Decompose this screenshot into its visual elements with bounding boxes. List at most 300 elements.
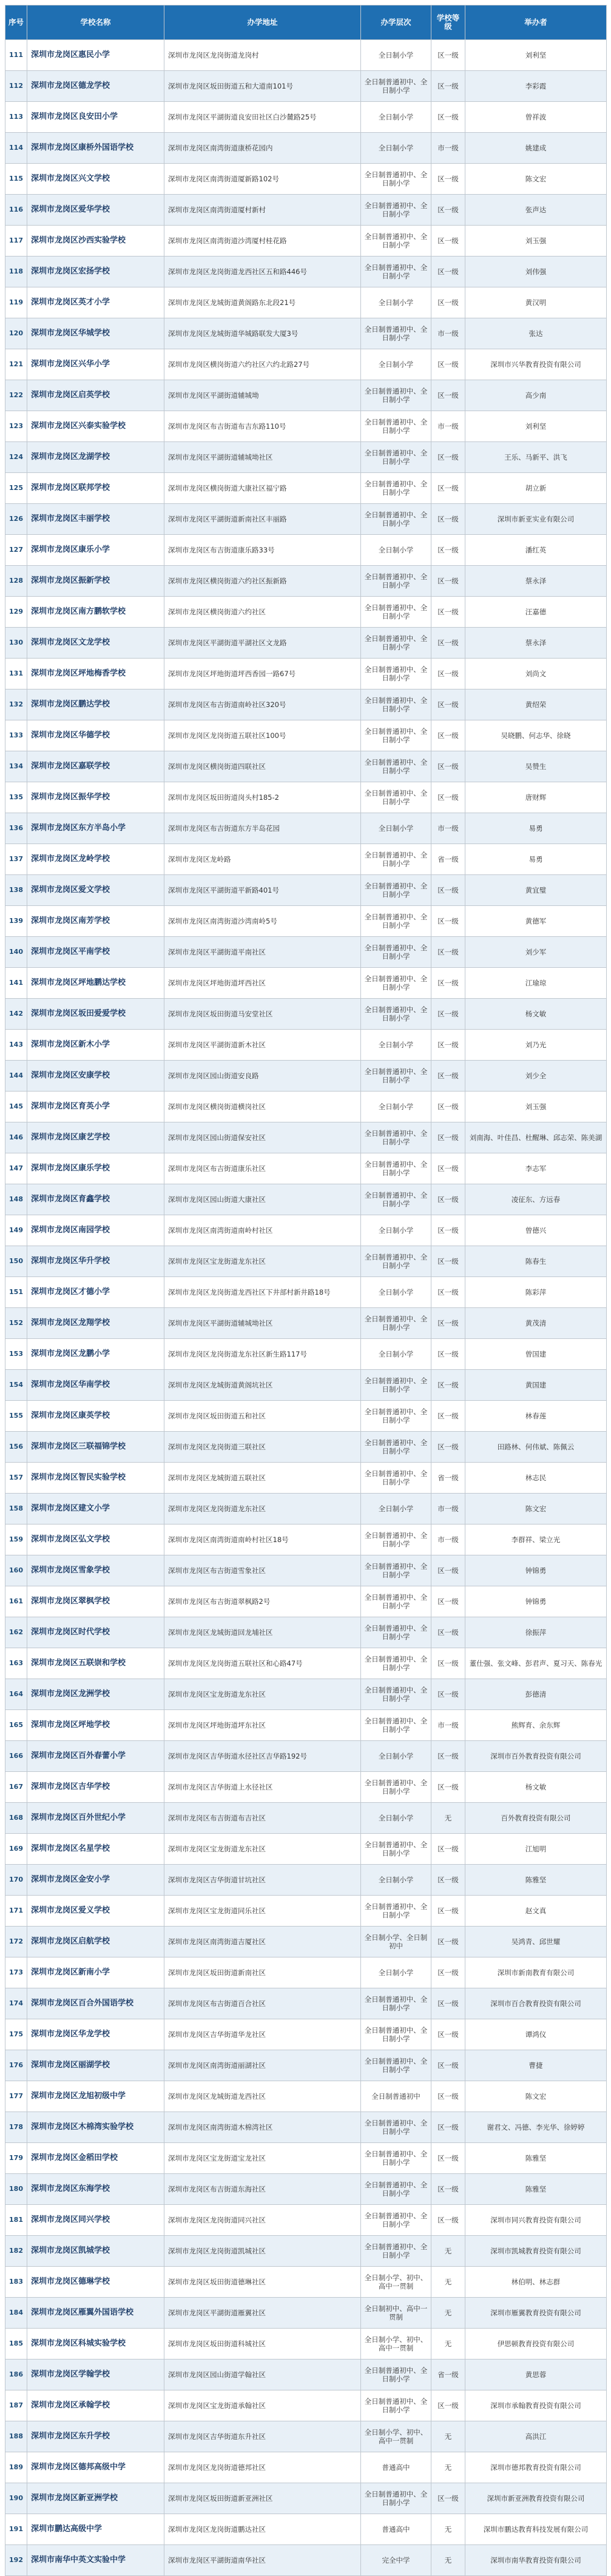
- cell-grade: 区一级: [431, 751, 465, 782]
- cell-organizer: 黄绍荣: [465, 689, 607, 720]
- cell-address: 深圳市龙岗区布吉街道布吉东路110号: [164, 411, 361, 442]
- cell-school-name: 深圳市龙岗区爱文学校: [27, 875, 164, 906]
- cell-grade: 区一级: [431, 628, 465, 659]
- cell-school-name: 深圳市南华中英文实验中学: [27, 2545, 164, 2576]
- cell-school-name: 深圳市龙岗区文龙学校: [27, 628, 164, 659]
- table-row: [5, 257, 607, 287]
- cell-level: 普通高中: [361, 2452, 431, 2483]
- cell-address: 深圳市龙岗区吉华街道甘坑社区: [164, 1865, 361, 1896]
- table-row: [5, 2421, 607, 2452]
- cell-organizer: 田路林、何伟斌、陈佩云: [465, 1432, 607, 1463]
- cell-address: 深圳市龙岗区平湖街道南华社区: [164, 2545, 361, 2576]
- cell-address: 深圳市龙岗区布吉街道百合社区: [164, 1988, 361, 2019]
- cell-level: 全日制普通初中、全日制小学: [361, 2236, 431, 2267]
- cell-school-name: 深圳市龙岗区惠民小学: [27, 40, 164, 71]
- table-row: [5, 2236, 607, 2267]
- cell-grade: 省一级: [431, 1463, 465, 1494]
- cell-no: 145: [5, 1092, 27, 1122]
- table-row: [5, 535, 607, 566]
- cell-level: 全日制普通初中、全日制小学: [361, 442, 431, 473]
- cell-school-name: 深圳市龙岗区华南学校: [27, 1370, 164, 1401]
- cell-no: 121: [5, 349, 27, 380]
- cell-organizer: 深圳市兴华教育投资有限公司: [465, 349, 607, 380]
- cell-no: 118: [5, 257, 27, 287]
- cell-school-name: 深圳市龙岗区康桥外国语学校: [27, 133, 164, 164]
- cell-organizer: 潘红英: [465, 535, 607, 566]
- cell-address: 深圳市龙岗区龙岗街道龙西社区五和路446号: [164, 257, 361, 287]
- cell-school-name: 深圳市龙岗区丰丽学校: [27, 504, 164, 535]
- cell-level: 全日制小学: [361, 1957, 431, 1988]
- cell-address: 深圳市龙岗区吉华街道华龙社区: [164, 2019, 361, 2050]
- cell-address: 深圳市龙岗区南湾街道吉厦社区: [164, 1927, 361, 1957]
- cell-level: 全日制小学: [361, 1092, 431, 1122]
- cell-no: 183: [5, 2267, 27, 2298]
- cell-address: 深圳市龙岗区龙岗街道鹏达社区: [164, 2514, 361, 2545]
- cell-level: 全日制小学: [361, 349, 431, 380]
- cell-grade: 区一级: [431, 906, 465, 937]
- cell-level: 全日制普通初中、全日制小学: [361, 1524, 431, 1555]
- cell-address: 深圳市龙岗区坂田街道德琳社区: [164, 2267, 361, 2298]
- cell-school-name: 深圳市龙岗区同兴学校: [27, 2205, 164, 2236]
- cell-organizer: 林伯明、林志群: [465, 2267, 607, 2298]
- cell-address: 深圳市龙岗区龙城街道黄阁坑社区: [164, 1370, 361, 1401]
- cell-school-name: 深圳市龙岗区新木小学: [27, 1030, 164, 1061]
- cell-school-name: 深圳市龙岗区科城实验学校: [27, 2329, 164, 2360]
- cell-level: 全日制普通初中、全日制小学: [361, 1679, 431, 1710]
- cell-address: 深圳市龙岗区宝龙街道龙东社区: [164, 1834, 361, 1865]
- cell-grade: 无: [431, 2452, 465, 2483]
- cell-address: 深圳市龙岗区南湾街道沙湾南岭5号: [164, 906, 361, 937]
- cell-grade: 市一级: [431, 1524, 465, 1555]
- cell-grade: 区一级: [431, 164, 465, 195]
- cell-no: 112: [5, 71, 27, 102]
- table-row: [5, 195, 607, 226]
- cell-grade: 区一级: [431, 2174, 465, 2205]
- cell-address: 深圳市龙岗区宝龙街道宝龙社区: [164, 2143, 361, 2174]
- cell-address: 深圳市龙岗区布吉街道翠枫路2号: [164, 1586, 361, 1617]
- cell-no: 133: [5, 720, 27, 751]
- cell-school-name: 深圳市龙岗区兴华小学: [27, 349, 164, 380]
- cell-address: 深圳市龙岗区龙岗街道五联社区100号: [164, 720, 361, 751]
- cell-no: 147: [5, 1153, 27, 1184]
- cell-address: 深圳市龙岗区平湖街道良安田社区白沙麓路25号: [164, 102, 361, 133]
- cell-organizer: 黄茂清: [465, 1308, 607, 1339]
- table-header: [5, 5, 607, 40]
- table-row: [5, 1153, 607, 1184]
- cell-address: 深圳市龙岗区龙岗街道五联社区和心路47号: [164, 1648, 361, 1679]
- cell-school-name: 深圳市龙岗区兴文学校: [27, 164, 164, 195]
- cell-organizer: 吴赞生: [465, 751, 607, 782]
- cell-no: 122: [5, 380, 27, 411]
- cell-school-name: 深圳市龙岗区爱义学校: [27, 1896, 164, 1927]
- cell-organizer: 伊思顿教育投资有限公司: [465, 2329, 607, 2360]
- cell-level: 全日制小学、全日制初中: [361, 1927, 431, 1957]
- cell-grade: 区一级: [431, 102, 465, 133]
- cell-no: 187: [5, 2390, 27, 2421]
- cell-address: 深圳市龙岗区平湖街道平湖社区文龙路: [164, 628, 361, 659]
- table-row: [5, 226, 607, 257]
- table-row: [5, 2267, 607, 2298]
- cell-grade: 区一级: [431, 257, 465, 287]
- table-row: [5, 1061, 607, 1092]
- table-row: [5, 442, 607, 473]
- cell-organizer: 胡立新: [465, 473, 607, 504]
- cell-grade: 区一级: [431, 1957, 465, 1988]
- cell-no: 117: [5, 226, 27, 257]
- cell-organizer: 李彩霞: [465, 71, 607, 102]
- cell-level: 全日制普通初中、全日制小学: [361, 720, 431, 751]
- cell-school-name: 深圳市龙岗区德龙学校: [27, 71, 164, 102]
- cell-grade: 区一级: [431, 782, 465, 813]
- table-row: [5, 720, 607, 751]
- cell-no: 155: [5, 1401, 27, 1432]
- cell-organizer: 熊辉育、余东辉: [465, 1710, 607, 1741]
- cell-organizer: 王乐、马新平、洪飞: [465, 442, 607, 473]
- cell-grade: 区一级: [431, 287, 465, 318]
- cell-school-name: 深圳市龙岗区坪地学校: [27, 1710, 164, 1741]
- cell-level: 全日制小学: [361, 535, 431, 566]
- cell-school-name: 深圳市龙岗区坪地鹏达学校: [27, 968, 164, 999]
- table-row: [5, 1896, 607, 1927]
- cell-address: 深圳市龙岗区平湖街道雁翼社区: [164, 2298, 361, 2329]
- cell-no: 159: [5, 1524, 27, 1555]
- cell-school-name: 深圳市龙岗区坂田爱爱学校: [27, 999, 164, 1030]
- cell-school-name: 深圳市龙岗区三联福锦学校: [27, 1432, 164, 1463]
- cell-no: 185: [5, 2329, 27, 2360]
- cell-level: 全日制小学、初中、高中一贯制: [361, 2421, 431, 2452]
- table-row: [5, 1092, 607, 1122]
- cell-no: 169: [5, 1834, 27, 1865]
- cell-school-name: 深圳市龙岗区康艺学校: [27, 1122, 164, 1153]
- cell-address: 深圳市龙岗区平湖街道辅城坳社区: [164, 1308, 361, 1339]
- table-row: [5, 40, 607, 71]
- cell-level: 全日制普通初中、全日制小学: [361, 2019, 431, 2050]
- cell-organizer: 黄国建: [465, 1370, 607, 1401]
- cell-address: 深圳市龙岗区布吉街道雪象社区: [164, 1555, 361, 1586]
- cell-no: 135: [5, 782, 27, 813]
- cell-school-name: 深圳市龙岗区康英学校: [27, 1401, 164, 1432]
- cell-school-name: 深圳市龙岗区德邦高级中学: [27, 2452, 164, 2483]
- school-table: [5, 5, 607, 2576]
- cell-school-name: 深圳市龙岗区启航学校: [27, 1927, 164, 1957]
- cell-level: 全日制普通初中、全日制小学: [361, 659, 431, 689]
- table-row: [5, 1741, 607, 1772]
- table-row: [5, 2483, 607, 2514]
- cell-address: 深圳市龙岗区横岗街道六约社区: [164, 597, 361, 628]
- cell-no: 157: [5, 1463, 27, 1494]
- cell-grade: 区一级: [431, 720, 465, 751]
- cell-no: 148: [5, 1184, 27, 1215]
- cell-level: 全日制普通初中、全日制小学: [361, 1061, 431, 1092]
- cell-organizer: 刘少军: [465, 937, 607, 968]
- cell-school-name: 深圳市龙岗区南方鹏软学校: [27, 597, 164, 628]
- cell-no: 115: [5, 164, 27, 195]
- cell-no: 140: [5, 937, 27, 968]
- table-row: [5, 2514, 607, 2545]
- cell-grade: 无: [431, 2329, 465, 2360]
- cell-level: 全日制普通初中: [361, 2081, 431, 2112]
- cell-no: 142: [5, 999, 27, 1030]
- cell-organizer: 黄宜璧: [465, 875, 607, 906]
- cell-level: 全日制普通初中、全日制小学: [361, 1710, 431, 1741]
- cell-level: 全日制普通初中、全日制小学: [361, 566, 431, 597]
- cell-level: 全日制普通初中、全日制小学: [361, 1432, 431, 1463]
- cell-grade: 无: [431, 2545, 465, 2576]
- cell-level: 全日制普通初中、全日制小学: [361, 782, 431, 813]
- cell-no: 151: [5, 1277, 27, 1308]
- cell-school-name: 深圳市龙岗区东升学校: [27, 2421, 164, 2452]
- cell-level: 全日制普通初中、全日制小学: [361, 1617, 431, 1648]
- cell-grade: 区一级: [431, 689, 465, 720]
- table-row: [5, 1617, 607, 1648]
- cell-school-name: 深圳市龙岗区华城学校: [27, 318, 164, 349]
- cell-organizer: 林志民: [465, 1463, 607, 1494]
- cell-organizer: 江瑜琼: [465, 968, 607, 999]
- cell-grade: 区一级: [431, 2143, 465, 2174]
- cell-address: 深圳市龙岗区宝龙街道龙东社区: [164, 1246, 361, 1277]
- cell-school-name: 深圳市龙岗区龙翔学校: [27, 1308, 164, 1339]
- cell-level: 全日制普通初中、全日制小学: [361, 1401, 431, 1432]
- cell-no: 178: [5, 2112, 27, 2143]
- cell-level: 全日制小学: [361, 1215, 431, 1246]
- cell-address: 深圳市龙岗区吉华街道上水径社区: [164, 1772, 361, 1803]
- cell-organizer: 谢君文、冯德、李光华、徐婷婷: [465, 2112, 607, 2143]
- cell-school-name: 深圳市龙岗区英才小学: [27, 287, 164, 318]
- cell-organizer: 徐振萍: [465, 1617, 607, 1648]
- table-row: [5, 1246, 607, 1277]
- cell-school-name: 深圳市龙岗区时代学校: [27, 1617, 164, 1648]
- cell-organizer: 刘少全: [465, 1061, 607, 1092]
- cell-address: 深圳市龙岗区坪地街道坪东社区: [164, 1710, 361, 1741]
- cell-school-name: 深圳市龙岗区南芳学校: [27, 906, 164, 937]
- cell-address: 深圳市龙岗区园山街道大康社区: [164, 1184, 361, 1215]
- cell-grade: 区一级: [431, 1834, 465, 1865]
- cell-organizer: 深圳市雁翼教育投资有限公司: [465, 2298, 607, 2329]
- cell-grade: 无: [431, 1803, 465, 1834]
- cell-organizer: 汪嘉德: [465, 597, 607, 628]
- table-row: [5, 1524, 607, 1555]
- cell-organizer: 刘玉强: [465, 1092, 607, 1122]
- table-row: [5, 1184, 607, 1215]
- cell-address: 深圳市龙岗区南湾街道南岭村社区18号: [164, 1524, 361, 1555]
- cell-address: 深圳市龙岗区横岗街道横岗社区: [164, 1092, 361, 1122]
- table-row: [5, 1555, 607, 1586]
- cell-level: 全日制小学: [361, 133, 431, 164]
- cell-grade: 区一级: [431, 1215, 465, 1246]
- cell-organizer: 黄汉明: [465, 287, 607, 318]
- cell-school-name: 深圳市龙岗区沙西实验学校: [27, 226, 164, 257]
- cell-organizer: 刘尚文: [465, 659, 607, 689]
- header-no: 序号: [5, 5, 27, 40]
- cell-organizer: 曾国建: [465, 1339, 607, 1370]
- cell-grade: 区一级: [431, 597, 465, 628]
- cell-organizer: 黄思蓉: [465, 2360, 607, 2390]
- cell-school-name: 深圳市龙岗区金稻田学校: [27, 2143, 164, 2174]
- cell-school-name: 深圳市龙岗区百外世纪小学: [27, 1803, 164, 1834]
- cell-grade: 区一级: [431, 2112, 465, 2143]
- cell-no: 119: [5, 287, 27, 318]
- cell-grade: 区一级: [431, 2019, 465, 2050]
- table-row: [5, 287, 607, 318]
- cell-no: 141: [5, 968, 27, 999]
- cell-school-name: 深圳市龙岗区凯城学校: [27, 2236, 164, 2267]
- header-level: 办学层次: [361, 5, 431, 40]
- cell-address: 深圳市龙岗区平湖街道平新路401号: [164, 875, 361, 906]
- cell-school-name: 深圳市龙岗区华龙学校: [27, 2019, 164, 2050]
- cell-organizer: 李志军: [465, 1153, 607, 1184]
- cell-school-name: 深圳市龙岗区南园学校: [27, 1215, 164, 1246]
- cell-level: 全日制普通初中、全日制小学: [361, 1772, 431, 1803]
- cell-address: 深圳市龙岗区南湾街道南岭村社区: [164, 1215, 361, 1246]
- cell-organizer: 陈春生: [465, 1246, 607, 1277]
- cell-grade: 区一级: [431, 1927, 465, 1957]
- cell-school-name: 深圳市龙岗区雪象学校: [27, 1555, 164, 1586]
- cell-level: 全日制小学: [361, 1865, 431, 1896]
- cell-no: 128: [5, 566, 27, 597]
- cell-organizer: 深圳市百合教育投资有限公司: [465, 1988, 607, 2019]
- cell-level: 全日制普通初中、全日制小学: [361, 1184, 431, 1215]
- cell-no: 123: [5, 411, 27, 442]
- table-row: [5, 2390, 607, 2421]
- table-row: [5, 659, 607, 689]
- table-row: [5, 473, 607, 504]
- cell-organizer: 姚建成: [465, 133, 607, 164]
- cell-address: 深圳市龙岗区龙岗街道龙西社区下井部村新井路18号: [164, 1277, 361, 1308]
- cell-grade: 区一级: [431, 1153, 465, 1184]
- cell-organizer: 陈雅坚: [465, 1865, 607, 1896]
- cell-school-name: 深圳市龙岗区百外春蕾小学: [27, 1741, 164, 1772]
- table-row: [5, 164, 607, 195]
- cell-school-name: 深圳市龙岗区智民实验学校: [27, 1463, 164, 1494]
- cell-school-name: 深圳市龙岗区爱华学校: [27, 195, 164, 226]
- table-row: [5, 1494, 607, 1524]
- cell-grade: 省一级: [431, 2360, 465, 2390]
- table-row: [5, 1339, 607, 1370]
- cell-no: 164: [5, 1679, 27, 1710]
- cell-level: 普通高中: [361, 2514, 431, 2545]
- cell-no: 149: [5, 1215, 27, 1246]
- cell-address: 深圳市龙岗区布吉街道东海社区: [164, 2174, 361, 2205]
- cell-no: 191: [5, 2514, 27, 2545]
- cell-grade: 区一级: [431, 1401, 465, 1432]
- header-name: 学校名称: [27, 5, 164, 40]
- cell-organizer: 谭鸿仪: [465, 2019, 607, 2050]
- cell-organizer: 钟锦勇: [465, 1586, 607, 1617]
- cell-address: 深圳市龙岗区龙岗街道德邦社区: [164, 2452, 361, 2483]
- cell-organizer: 刘利坚: [465, 411, 607, 442]
- cell-grade: 区一级: [431, 875, 465, 906]
- cell-level: 全日制小学: [361, 1339, 431, 1370]
- cell-organizer: 陈雅坚: [465, 2143, 607, 2174]
- cell-address: 深圳市龙岗区宝龙街道同乐社区: [164, 1896, 361, 1927]
- cell-organizer: 陈文宏: [465, 1494, 607, 1524]
- cell-no: 127: [5, 535, 27, 566]
- cell-grade: 区一级: [431, 226, 465, 257]
- table-row: [5, 349, 607, 380]
- cell-no: 166: [5, 1741, 27, 1772]
- cell-school-name: 深圳市龙岗区龙湖学校: [27, 442, 164, 473]
- cell-level: 全日制小学、初中、高中一贯制: [361, 2267, 431, 2298]
- cell-address: 深圳市龙岗区坂田街道岗头村185-2: [164, 782, 361, 813]
- cell-level: 全日制普通初中、全日制小学: [361, 2143, 431, 2174]
- header-organizer: 举办者: [465, 5, 607, 40]
- cell-organizer: 陈雅坚: [465, 2174, 607, 2205]
- cell-no: 134: [5, 751, 27, 782]
- cell-no: 163: [5, 1648, 27, 1679]
- table-row: [5, 751, 607, 782]
- cell-grade: 区一级: [431, 1772, 465, 1803]
- cell-no: 139: [5, 906, 27, 937]
- cell-no: 188: [5, 2421, 27, 2452]
- header-address: 办学地址: [164, 5, 361, 40]
- cell-grade: 区一级: [431, 1617, 465, 1648]
- cell-no: 180: [5, 2174, 27, 2205]
- cell-level: 全日制普通初中、全日制小学: [361, 195, 431, 226]
- cell-school-name: 深圳市龙岗区名星学校: [27, 1834, 164, 1865]
- table-row: [5, 597, 607, 628]
- cell-level: 全日制小学: [361, 1030, 431, 1061]
- table-row: [5, 71, 607, 102]
- cell-level: 全日制小学: [361, 813, 431, 844]
- cell-organizer: 深圳市新南教育有限公司: [465, 1957, 607, 1988]
- table-row: [5, 2360, 607, 2390]
- cell-grade: 区一级: [431, 535, 465, 566]
- cell-no: 171: [5, 1896, 27, 1927]
- cell-grade: 区一级: [431, 1648, 465, 1679]
- cell-school-name: 深圳市龙岗区承翰学校: [27, 2390, 164, 2421]
- cell-address: 深圳市龙岗区布吉街道康乐路33号: [164, 535, 361, 566]
- cell-no: 120: [5, 318, 27, 349]
- cell-level: 全日制普通初中、全日制小学: [361, 380, 431, 411]
- table-row: [5, 968, 607, 999]
- cell-address: 深圳市龙岗区横岗街道大康社区福宁路: [164, 473, 361, 504]
- cell-no: 179: [5, 2143, 27, 2174]
- cell-organizer: 赵文真: [465, 1896, 607, 1927]
- table-row: [5, 1988, 607, 2019]
- cell-organizer: 凌征东、方远春: [465, 1184, 607, 1215]
- table-row: [5, 875, 607, 906]
- cell-level: 全日制普通初中、全日制小学: [361, 1555, 431, 1586]
- cell-level: 全日制普通初中、全日制小学: [361, 71, 431, 102]
- table-row: [5, 133, 607, 164]
- cell-school-name: 深圳市龙岗区丽湖学校: [27, 2050, 164, 2081]
- cell-grade: 区一级: [431, 1679, 465, 1710]
- table-row: [5, 504, 607, 535]
- table-row: [5, 689, 607, 720]
- cell-no: 143: [5, 1030, 27, 1061]
- cell-level: 全日制普通初中、全日制小学: [361, 257, 431, 287]
- cell-no: 176: [5, 2050, 27, 2081]
- table-row: [5, 1586, 607, 1617]
- cell-no: 156: [5, 1432, 27, 1463]
- cell-organizer: 曹捷: [465, 2050, 607, 2081]
- cell-no: 111: [5, 40, 27, 71]
- cell-organizer: 深圳市百外教育投资有限公司: [465, 1741, 607, 1772]
- cell-grade: 区一级: [431, 504, 465, 535]
- cell-grade: 区一级: [431, 1184, 465, 1215]
- cell-organizer: 深圳市凯城教育投资有限公司: [465, 2236, 607, 2267]
- table-row: [5, 318, 607, 349]
- cell-level: 全日制普通初中、全日制小学: [361, 473, 431, 504]
- table-row: [5, 1679, 607, 1710]
- cell-organizer: 李群祥、梁立光: [465, 1524, 607, 1555]
- cell-organizer: 高洪江: [465, 2421, 607, 2452]
- cell-level: 全日制普通初中、全日制小学: [361, 1834, 431, 1865]
- cell-grade: 市一级: [431, 1494, 465, 1524]
- cell-organizer: 刘伟强: [465, 257, 607, 287]
- cell-school-name: 深圳市龙岗区康乐小学: [27, 535, 164, 566]
- cell-school-name: 深圳市龙岗区建文小学: [27, 1494, 164, 1524]
